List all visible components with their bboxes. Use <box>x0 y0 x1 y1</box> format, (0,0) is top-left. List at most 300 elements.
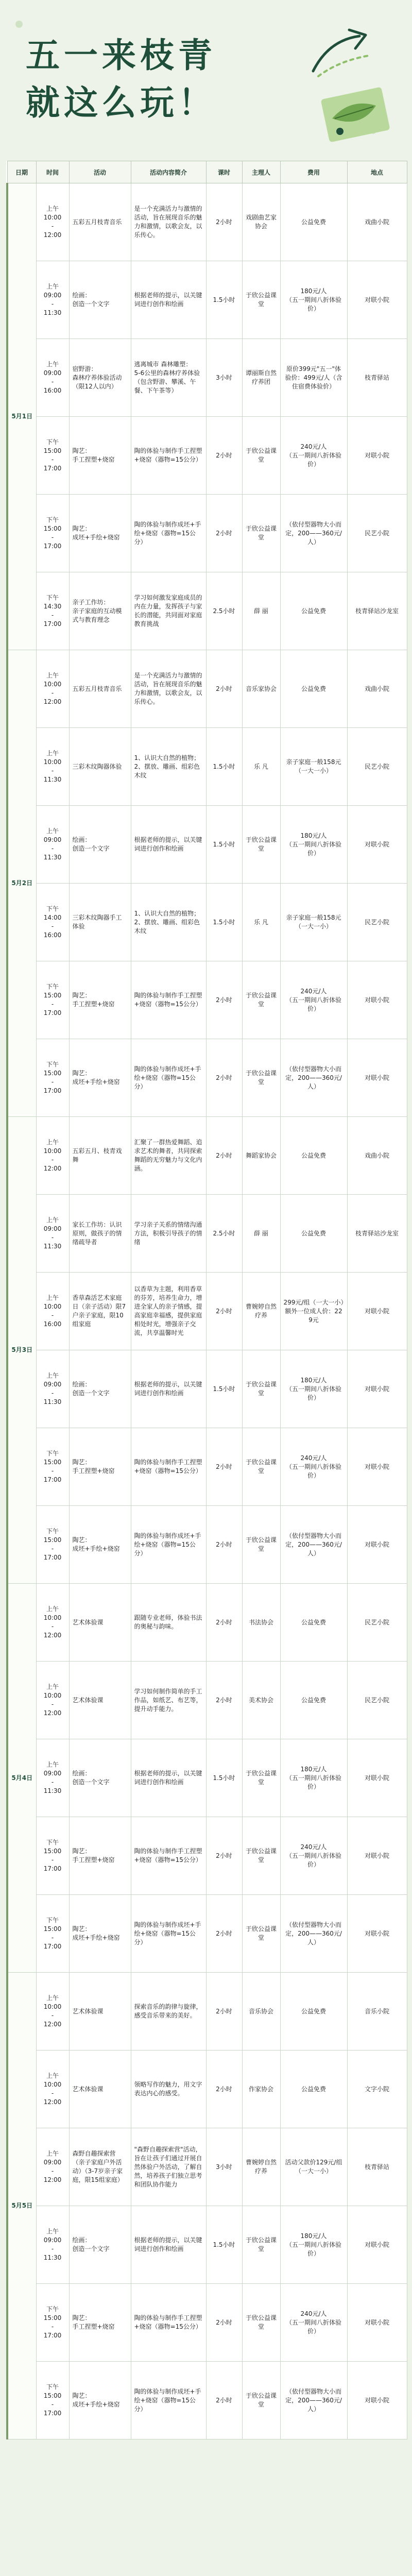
host-cell <box>242 1117 280 1195</box>
place-text: 枝青驿站 <box>364 2163 389 2171</box>
activity-cell <box>69 884 131 961</box>
activity-cell <box>69 1506 131 1584</box>
place-cell <box>347 2050 407 2128</box>
fee-text: 公益免费 <box>301 1229 326 1237</box>
activity-text: 亲子工作坊： 亲子家庭的互动模式与教育理念 <box>72 598 122 623</box>
fee-text: （依付型器物大小而定，200——360元/人） <box>285 1532 342 1557</box>
table-row <box>7 495 407 572</box>
hours-text: 1.5小时 <box>213 296 235 303</box>
place-text: 民艺小院 <box>364 529 389 537</box>
fee-cell <box>280 1739 347 1817</box>
place-cell <box>347 2362 407 2439</box>
fee-text: 180元/人 （五一期间八折体验价） <box>285 2232 341 2257</box>
place-text: 对联小院 <box>364 1540 389 1548</box>
place-cell <box>347 728 407 806</box>
fee-text: 活动父款价129元/组（一大一小） <box>285 2159 342 2175</box>
desc-text: 以香草为主题，利用香草的芬芳，培养生命力，增进全家人的亲子情感，提高家庭幸福感，提供家庭相处时光，增强亲子交流，共享温馨时光 <box>134 1285 202 1336</box>
host-text: 作家协会 <box>248 2085 273 2093</box>
table-row <box>7 1662 407 1739</box>
activity-text: 绘画： 创造一个文字 <box>72 292 110 308</box>
table-row <box>7 1739 407 1817</box>
col-header: 主理人 <box>242 161 280 183</box>
host-cell <box>242 1973 280 2050</box>
time-text: 上午 09:00 - 12:00 <box>43 2150 62 2183</box>
time-text: 下午 14:00 - 16:00 <box>43 905 62 939</box>
hours-cell <box>206 1273 242 1350</box>
time-cell <box>36 1662 69 1739</box>
table-row <box>7 1973 407 2050</box>
hours-text: 2小时 <box>216 218 232 226</box>
hours-cell <box>206 1662 242 1739</box>
fee-text: 公益免费 <box>301 218 326 226</box>
desc-text: 陶的体验与制作手工捏塑+烧窑（器物=15公分） <box>134 1848 202 1863</box>
hours-cell <box>206 1973 242 2050</box>
desc-cell <box>131 650 206 728</box>
desc-text: 是一个充满活力与激情的活动，旨在展现音乐的魅力和激情，以歌会友，以乐传心。 <box>134 672 202 705</box>
fee-cell <box>280 1350 347 1428</box>
fee-cell <box>280 728 347 806</box>
activity-text: 陶艺： 成坯+手绘+烧窑 <box>72 2392 120 2408</box>
host-text: 于欣公益课堂 <box>245 1070 277 1086</box>
activity-cell <box>69 1039 131 1117</box>
fee-cell <box>280 1584 347 1662</box>
place-text: 对联小院 <box>364 1385 389 1393</box>
fee-cell <box>280 1895 347 1973</box>
time-text: 下午 15:00 - 17:00 <box>43 1917 62 1950</box>
host-cell <box>242 728 280 806</box>
time-cell <box>36 1506 69 1584</box>
place-text: 对联小院 <box>364 996 389 1004</box>
hours-text: 2小时 <box>216 1696 232 1704</box>
time-cell <box>36 417 69 495</box>
time-cell <box>36 806 69 884</box>
activity-text: 三彩木纹陶器手工体验 <box>72 914 122 930</box>
table-row <box>7 339 407 417</box>
desc-text: 陶的体验与制作成坯+手绘+烧窑（器物=15公分） <box>134 520 201 546</box>
place-text: 对联小院 <box>364 1774 389 1782</box>
time-text: 上午 09:00 - 11:30 <box>43 1216 62 1250</box>
host-cell <box>242 2362 280 2439</box>
desc-text: 学习如何制作简单的手工作品，如纸艺、布艺等，提升动手能力。 <box>134 1687 202 1713</box>
activity-text: 绘画： 创造一个文字 <box>72 1770 110 1786</box>
place-cell <box>347 1739 407 1817</box>
activity-text: 家长工作坊：认识原则，做孩子的情绪疏导者 <box>72 1221 122 1246</box>
table-row <box>7 1817 407 1895</box>
place-cell <box>347 1195 407 1273</box>
hours-cell <box>206 650 242 728</box>
fee-text: 180元/人 （五一期间八折体验价） <box>285 832 341 857</box>
desc-cell <box>131 2128 206 2206</box>
fee-cell <box>280 2362 347 2439</box>
desc-cell <box>131 1506 206 1584</box>
activity-cell <box>69 1817 131 1895</box>
host-text: 书法协会 <box>248 1618 273 1626</box>
fee-cell <box>280 2206 347 2284</box>
host-text: 曹婉婷自然疗养 <box>245 1303 277 1319</box>
desc-text: 根据老师的提示，以关键词进行创作和绘画 <box>134 1381 202 1397</box>
host-cell <box>242 183 280 261</box>
activity-text: 森野自趣探索营（亲子家庭户外活动）（3-7岁亲子家庭，限15组家庭） <box>72 2150 124 2183</box>
hours-cell <box>206 417 242 495</box>
time-text: 下午 15:00 - 17:00 <box>43 1528 62 1561</box>
fee-cell <box>280 1117 347 1195</box>
place-text: 对联小院 <box>364 296 389 303</box>
fee-text: 299元/组（一大一小）额外一位成人价：229元 <box>283 1298 344 1324</box>
time-text: 上午 10:00 - 12:00 <box>43 1139 62 1172</box>
host-cell <box>242 650 280 728</box>
table-row <box>7 1506 407 1584</box>
desc-text: 1、认识大自然的植物； 2、摆放、雕画、组彩色木纹 <box>134 754 200 779</box>
place-cell <box>347 806 407 884</box>
hours-cell <box>206 1428 242 1506</box>
table-row <box>7 1350 407 1428</box>
place-cell <box>347 1039 407 1117</box>
table-row <box>7 417 407 495</box>
time-cell <box>36 1428 69 1506</box>
desc-cell <box>131 1973 206 2050</box>
desc-text: 跟随专业老师，体验书法的奥秘与韵味。 <box>134 1614 202 1630</box>
fee-text: 公益免费 <box>301 2007 326 2015</box>
fee-cell <box>280 884 347 961</box>
place-cell <box>347 2284 407 2362</box>
place-cell <box>347 2128 407 2206</box>
time-text: 上午 09:00 - 11:30 <box>43 1761 62 1794</box>
host-cell <box>242 884 280 961</box>
place-cell <box>347 1584 407 1662</box>
table-row <box>7 884 407 961</box>
hours-text: 2小时 <box>216 529 232 537</box>
time-text: 上午 09:00 - 11:30 <box>43 283 62 316</box>
hours-text: 2.5小时 <box>213 607 235 615</box>
schedule-table-wrapper <box>6 161 406 2439</box>
time-cell <box>36 2284 69 2362</box>
activity-text: 陶艺： 手工捏塑+烧窑 <box>72 1848 115 1863</box>
activity-text: 三彩木纹陶器体验 <box>72 762 122 770</box>
desc-text: 领略写作的魅力，用文字表达内心的感受。 <box>134 2081 202 2097</box>
host-text: 于欣公益课堂 <box>245 2392 277 2408</box>
place-text: 对联小院 <box>364 840 389 848</box>
desc-text: 学习亲子关系的情绪沟通方法，积极引导孩子的情绪 <box>134 1221 202 1246</box>
time-cell <box>36 1039 69 1117</box>
place-cell <box>347 1817 407 1895</box>
time-text: 上午 10:00 - 12:00 <box>43 205 62 239</box>
hours-cell <box>206 2362 242 2439</box>
schedule-table <box>6 161 407 2439</box>
fee-cell <box>280 261 347 339</box>
desc-cell <box>131 2362 206 2439</box>
fee-cell <box>280 1273 347 1350</box>
desc-text: 陶的体验与制作手工捏塑+烧窑（器物=15公分） <box>134 992 202 1008</box>
desc-cell <box>131 1895 206 1973</box>
place-cell <box>347 183 407 261</box>
activity-cell <box>69 2050 131 2128</box>
hours-cell <box>206 2128 242 2206</box>
fee-cell <box>280 1662 347 1739</box>
desc-text: 根据老师的提示，以关键词进行创作和绘画 <box>134 836 202 852</box>
desc-cell <box>131 1039 206 1117</box>
hours-cell <box>206 2284 242 2362</box>
table-row <box>7 183 407 261</box>
place-text: 对联小院 <box>364 1307 389 1315</box>
place-text: 枝青驿站 <box>364 374 389 381</box>
time-text: 上午 09:00 - 11:30 <box>43 2228 62 2261</box>
activity-cell <box>69 1584 131 1662</box>
host-text: 于欣公益课堂 <box>245 1925 277 1941</box>
place-cell <box>347 650 407 728</box>
time-cell <box>36 1273 69 1350</box>
table-row <box>7 2050 407 2128</box>
activity-cell <box>69 1895 131 1973</box>
fee-text: 180元/人 （五一期间八折体验价） <box>285 287 341 312</box>
time-text: 上午 09:00 - 16:00 <box>43 361 62 394</box>
fee-cell <box>280 806 347 884</box>
desc-cell <box>131 1273 206 1350</box>
time-text: 下午 14:30 - 17:00 <box>43 594 62 628</box>
title-line-2: 就这么玩！ <box>26 83 216 123</box>
time-cell <box>36 650 69 728</box>
activity-cell <box>69 495 131 572</box>
arrow-icon <box>308 25 375 81</box>
activity-cell <box>69 1273 131 1350</box>
activity-cell <box>69 2206 131 2284</box>
desc-cell <box>131 1195 206 1273</box>
time-cell <box>36 1584 69 1662</box>
place-cell <box>347 1895 407 1973</box>
desc-cell <box>131 1739 206 1817</box>
place-text: 民艺小院 <box>364 762 389 770</box>
activity-cell <box>69 339 131 417</box>
activity-cell <box>69 1973 131 2050</box>
activity-cell <box>69 650 131 728</box>
place-cell <box>347 1506 407 1584</box>
desc-text: 学习如何激发家庭成员的内在力量，发挥孩子与家长的潜能，共同面对家庭教育挑战 <box>134 594 202 628</box>
time-cell <box>36 183 69 261</box>
time-cell <box>36 2128 69 2206</box>
table-row <box>7 1195 407 1273</box>
activity-text: 绘画： 创造一个文字 <box>72 2236 110 2252</box>
host-text: 谭丽斯自然疗养团 <box>245 369 277 385</box>
host-text: 音乐协会 <box>248 2007 273 2015</box>
hours-text: 2小时 <box>216 1074 232 1081</box>
place-cell <box>347 961 407 1039</box>
hours-text: 2小时 <box>216 451 232 459</box>
time-cell <box>36 2206 69 2284</box>
host-text: 于欣公益课堂 <box>245 1848 277 1863</box>
desc-text: 陶的体验与制作成坯+手绘+烧窑（器物=15公分） <box>134 1532 201 1557</box>
col-header: 地点 <box>347 161 407 183</box>
host-cell <box>242 417 280 495</box>
fee-cell <box>280 417 347 495</box>
activity-text: 五彩五月、枝青戏舞 <box>72 1147 122 1163</box>
fee-cell <box>280 961 347 1039</box>
activity-text: 陶艺： 手工捏塑+烧窑 <box>72 992 115 1008</box>
desc-text: 陶的体验与制作成坯+手绘+烧窑（器物=15公分） <box>134 1065 201 1090</box>
host-text: 于欣公益课堂 <box>245 292 277 308</box>
fee-cell <box>280 1195 347 1273</box>
place-text: 对联小院 <box>364 451 389 459</box>
fee-text: （依付型器物大小而定，200——360元/人） <box>285 2387 342 2413</box>
table-body <box>7 183 407 2439</box>
page-title <box>26 32 216 127</box>
hours-text: 1.5小时 <box>213 762 235 770</box>
fee-text: 亲子家庭一般158元（一大一小） <box>286 758 341 774</box>
desc-cell <box>131 1350 206 1428</box>
host-text: 于欣公益课堂 <box>245 1770 277 1786</box>
desc-cell <box>131 1584 206 1662</box>
hours-cell <box>206 2206 242 2284</box>
activity-text: 五彩五月枝青音乐 <box>72 218 122 226</box>
activity-text: 陶艺： 手工捏塑+烧窑 <box>72 447 115 463</box>
activity-text: 艺术体验课 <box>72 1618 104 1626</box>
hours-text: 2.5小时 <box>213 1229 235 1237</box>
place-text: 民艺小院 <box>364 918 389 926</box>
hours-text: 3小时 <box>216 2163 232 2171</box>
time-cell <box>36 1817 69 1895</box>
host-text: 曹婉婷自然疗养 <box>245 2159 277 2175</box>
col-header: 活动内容简介 <box>131 161 206 183</box>
desc-cell <box>131 2284 206 2362</box>
place-cell <box>347 884 407 961</box>
place-cell <box>347 2206 407 2284</box>
host-cell <box>242 1662 280 1739</box>
host-text: 乐 凡 <box>254 762 268 770</box>
desc-text: 陶的体验与制作手工捏塑+烧窑（器物=15公分） <box>134 1459 202 1475</box>
desc-text: 探索音乐的韵律与旋律，感受音乐带来的美好。 <box>134 2003 202 2019</box>
time-text: 下午 15:00 - 17:00 <box>43 983 62 1016</box>
time-cell <box>36 495 69 572</box>
table-row <box>7 1895 407 1973</box>
desc-text: 是一个充满活力与激情的活动，旨在展现音乐的魅力和激情，以歌会友，以乐传心。 <box>134 205 202 239</box>
table-row <box>7 650 407 728</box>
time-cell <box>36 1195 69 1273</box>
table-row <box>7 1117 407 1195</box>
fee-text: 公益免费 <box>301 1696 326 1704</box>
activity-text: 陶艺： 成坯+手绘+烧窑 <box>72 1536 120 1552</box>
activity-cell <box>69 2362 131 2439</box>
desc-cell <box>131 2206 206 2284</box>
host-text: 于欣公益课堂 <box>245 1536 277 1552</box>
hours-text: 1.5小时 <box>213 1385 235 1393</box>
desc-cell <box>131 884 206 961</box>
host-cell <box>242 1895 280 1973</box>
fee-text: 180元/人 （五一期间八折体验价） <box>285 1765 341 1790</box>
time-text: 下午 15:00 - 17:00 <box>43 1061 62 1094</box>
host-cell <box>242 1428 280 1506</box>
host-cell <box>242 1350 280 1428</box>
place-cell <box>347 1273 407 1350</box>
activity-text: 艺术体验课 <box>72 2007 104 2015</box>
time-text: 下午 15:00 - 17:00 <box>43 2306 62 2339</box>
time-cell <box>36 884 69 961</box>
host-cell <box>242 1506 280 1584</box>
place-text: 民艺小院 <box>364 1618 389 1626</box>
activity-cell <box>69 1662 131 1739</box>
col-header: 活动 <box>69 161 131 183</box>
table-row <box>7 1584 407 1662</box>
host-cell <box>242 1739 280 1817</box>
hours-text: 2小时 <box>216 1618 232 1626</box>
activity-text: 艺术体验课 <box>72 2085 104 2093</box>
hours-text: 2小时 <box>216 996 232 1004</box>
time-text: 上午 10:00 - 12:00 <box>43 672 62 705</box>
fee-text: 原价399元"五一"体验价：499元/人（含住宿费体验价） <box>285 365 342 390</box>
hours-text: 2小时 <box>216 1151 232 1159</box>
fee-text: （依付型器物大小而定，200——360元/人） <box>285 1921 342 1946</box>
desc-cell <box>131 1428 206 1506</box>
place-cell <box>347 261 407 339</box>
date-cell: 5月3日 <box>7 1117 36 1584</box>
hours-cell <box>206 884 242 961</box>
host-cell <box>242 1817 280 1895</box>
activity-cell <box>69 2128 131 2206</box>
time-text: 上午 10:00 - 12:00 <box>43 1605 62 1639</box>
place-text: 戏曲小院 <box>364 218 389 226</box>
hours-cell <box>206 728 242 806</box>
fee-text: （依付型器物大小而定，200——360元/人） <box>285 1065 342 1090</box>
host-text: 于欣公益课堂 <box>245 1381 277 1397</box>
hours-text: 2小时 <box>216 1540 232 1548</box>
table-row <box>7 572 407 650</box>
time-text: 下午 15:00 - 17:00 <box>43 516 62 550</box>
time-cell <box>36 1350 69 1428</box>
time-text: 上午 10:00 - 11:30 <box>43 750 62 783</box>
time-cell <box>36 572 69 650</box>
fee-cell <box>280 183 347 261</box>
time-cell <box>36 1973 69 2050</box>
time-text: 上午 10:00 - 12:00 <box>43 2072 62 2106</box>
time-cell <box>36 728 69 806</box>
activity-cell <box>69 1350 131 1428</box>
hours-cell <box>206 261 242 339</box>
fee-cell <box>280 2050 347 2128</box>
host-cell <box>242 2206 280 2284</box>
host-cell <box>242 572 280 650</box>
host-cell <box>242 2284 280 2362</box>
activity-text: 绘画： 创造一个文字 <box>72 836 110 852</box>
activity-text: 陶艺： 成坯+手绘+烧窑 <box>72 1070 120 1086</box>
hours-text: 1.5小时 <box>213 918 235 926</box>
time-cell <box>36 339 69 417</box>
host-text: 于欣公益课堂 <box>245 525 277 541</box>
place-text: 民艺小院 <box>364 1696 389 1704</box>
hours-cell <box>206 1584 242 1662</box>
hours-cell <box>206 806 242 884</box>
activity-text: 陶艺： 成坯+手绘+烧窑 <box>72 1925 120 1941</box>
col-header: 费用 <box>280 161 347 183</box>
activity-cell <box>69 728 131 806</box>
host-text: 乐 凡 <box>254 918 268 926</box>
desc-cell <box>131 728 206 806</box>
activity-text: 陶艺： 手工捏塑+烧窑 <box>72 1459 115 1475</box>
hours-cell <box>206 1506 242 1584</box>
place-text: 对联小院 <box>364 2396 389 2404</box>
desc-cell <box>131 806 206 884</box>
host-text: 于欣公益课堂 <box>245 836 277 852</box>
activity-text: 陶艺： 手工捏塑+烧窑 <box>72 2314 115 2330</box>
desc-cell <box>131 961 206 1039</box>
title-line-1: 五一来枝青 <box>26 36 216 75</box>
place-text: 对联小院 <box>364 1074 389 1081</box>
time-text: 上午 10:00 - 16:00 <box>43 1294 62 1328</box>
activity-cell <box>69 1739 131 1817</box>
desc-cell <box>131 417 206 495</box>
place-text: 对联小院 <box>364 1463 389 1470</box>
desc-cell <box>131 495 206 572</box>
time-text: 下午 15:00 - 17:00 <box>43 2383 62 2417</box>
fee-cell <box>280 495 347 572</box>
time-cell <box>36 1895 69 1973</box>
hours-cell <box>206 495 242 572</box>
